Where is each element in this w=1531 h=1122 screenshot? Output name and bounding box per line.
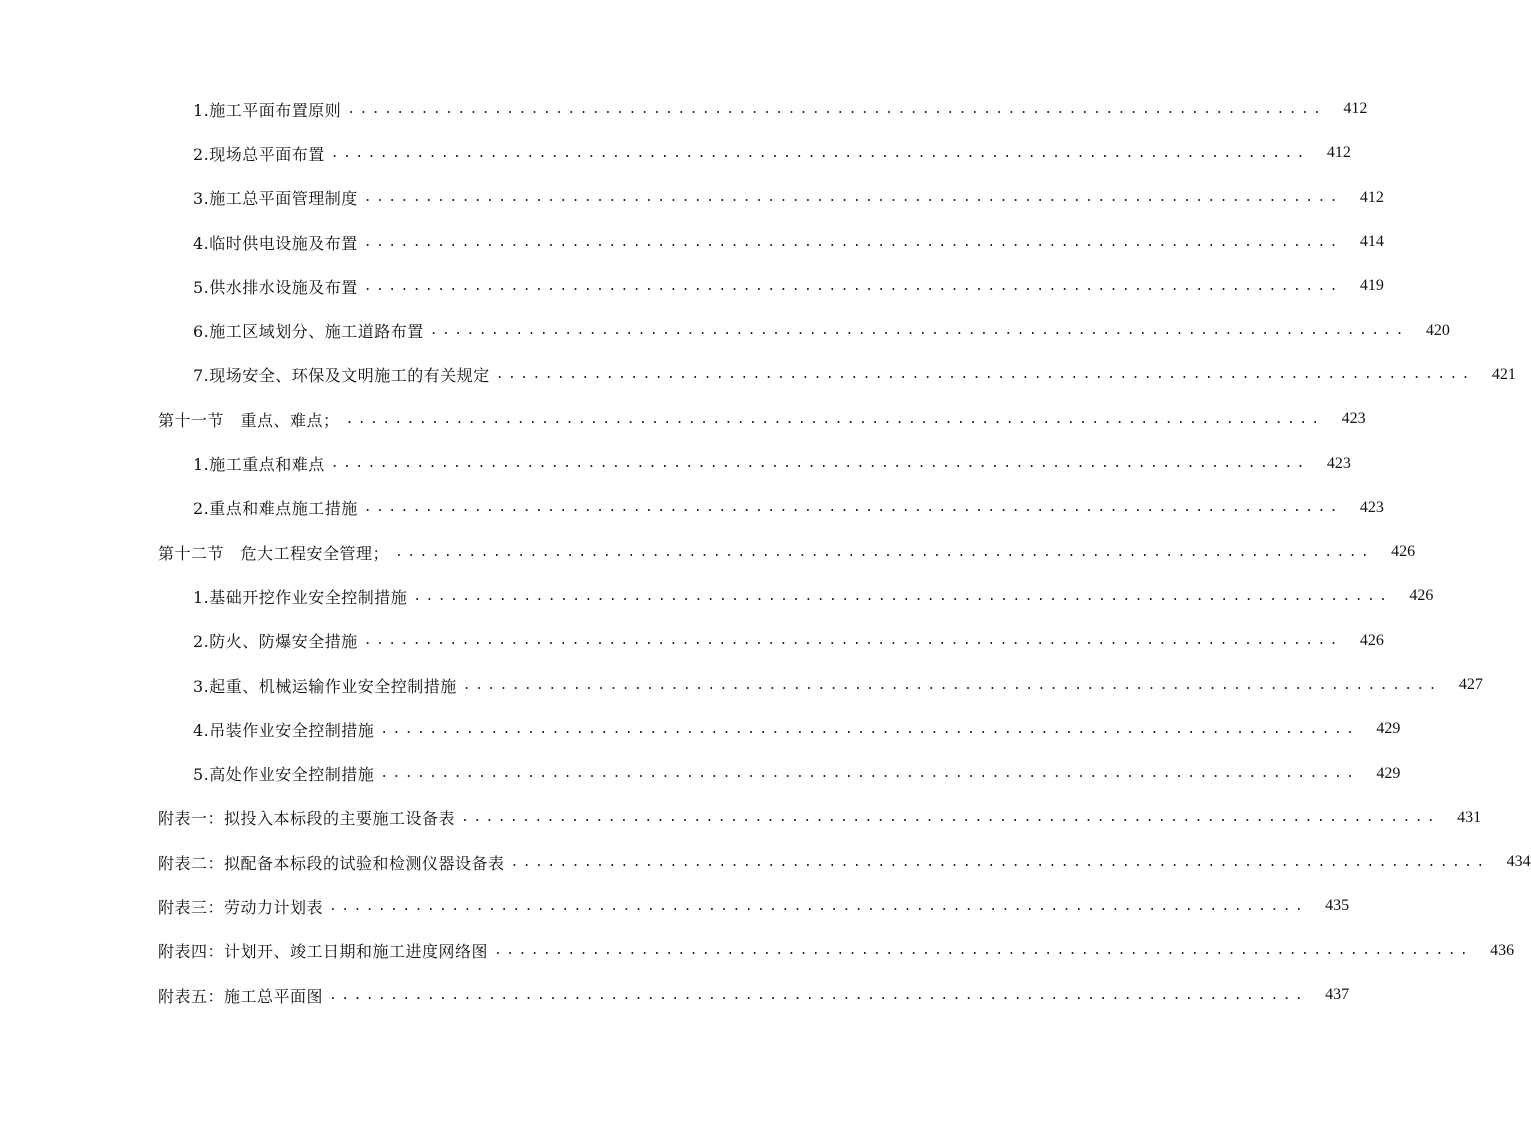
toc-entry-page-number: 412: [1359, 188, 1384, 206]
toc-entry[interactable]: [0, 707, 1401, 751]
toc-entry[interactable]: [0, 663, 1483, 707]
toc-entry-page-number: 436: [1490, 941, 1515, 959]
toc-entry[interactable]: [0, 619, 1384, 663]
toc-entry-title: 1.施工平面布置原则: [193, 100, 342, 120]
toc-entry-title: 第十一节 重点、难点；: [158, 410, 340, 430]
toc-entry-title: 4.临时供电设施及布置: [193, 233, 358, 253]
toc-entry-page-number: 437: [1325, 986, 1350, 1004]
toc-entry[interactable]: [0, 973, 1350, 1017]
toc-entry-page-number: 426: [1409, 587, 1434, 605]
toc-entry[interactable]: [0, 220, 1384, 264]
toc-entry[interactable]: [0, 441, 1351, 485]
toc-entry-page-number: 431: [1457, 808, 1482, 826]
toc-entry-title: 1.基础开挖作业安全控制措施: [193, 587, 408, 607]
toc-entry-page-number: 427: [1458, 676, 1483, 693]
toc-entry-title: 5.高处作业安全控制措施: [193, 765, 375, 785]
toc-entry-title: 附表四：计划开、竣工日期和施工进度网络图: [158, 942, 489, 962]
toc-entry[interactable]: [0, 264, 1384, 308]
toc-entry[interactable]: [0, 87, 1368, 131]
toc-entry[interactable]: [0, 176, 1384, 220]
toc-entry-page-number: 419: [1359, 277, 1384, 295]
toc-entry-page-number: 426: [1359, 631, 1384, 649]
toc-entry-title: 4.吊装作业安全控制措施: [193, 720, 375, 740]
toc-entry-title: 2.重点和难点施工措施: [193, 499, 358, 519]
toc-entry-title: 3.施工总平面管理制度: [193, 189, 358, 209]
toc-entry[interactable]: [0, 131, 1351, 175]
toc-entry[interactable]: [0, 486, 1384, 530]
toc-entry-title: 2.现场总平面布置: [193, 144, 325, 164]
toc-entry-page-number: 434: [1506, 853, 1531, 871]
toc-entry-title: 1.施工重点和难点: [193, 455, 325, 475]
dot-leader: ................................................................................: [330, 145, 1309, 161]
toc-entry[interactable]: [0, 840, 1531, 884]
toc-entry[interactable]: [0, 308, 1450, 352]
toc-entry-title: 附表二：拟配备本标段的试验和检测仪器设备表: [158, 853, 505, 873]
toc-entry-page-number: 421: [1491, 365, 1516, 383]
toc-entry[interactable]: [0, 530, 1416, 574]
dot-leader: ................................................................................: [429, 323, 1408, 339]
dot-leader: ................................................................................: [363, 633, 1342, 649]
dot-leader: ................................................................................: [462, 677, 1441, 693]
toc-entry-page-number: 412: [1343, 100, 1368, 118]
dot-leader: ................................................................................: [380, 721, 1359, 737]
toc-entry-page-number: 429: [1376, 764, 1401, 782]
dot-leader: ................................................................................: [510, 854, 1489, 870]
toc-entry-page-number: 414: [1359, 233, 1384, 251]
dot-leader: ................................................................................: [363, 234, 1342, 250]
dot-leader: ................................................................................: [329, 987, 1308, 1003]
toc-entry-title: 附表一：拟投入本标段的主要施工设备表: [158, 809, 456, 829]
table-of-contents: [0, 87, 1531, 1017]
toc-entry-page-number: 423: [1341, 410, 1366, 428]
toc-entry-title: 附表三：劳动力计划表: [158, 897, 324, 917]
toc-entry-title: 6.施工区域划分、施工道路布置: [193, 322, 424, 342]
dot-leader: ................................................................................: [330, 456, 1309, 472]
toc-entry-page-number: 423: [1326, 454, 1351, 472]
toc-entry-title: 7.现场安全、环保及文明施工的有关规定: [193, 366, 490, 386]
toc-entry-title: 附表五：施工总平面图: [158, 986, 324, 1006]
toc-entry[interactable]: [0, 397, 1366, 441]
dot-leader: ................................................................................: [461, 810, 1440, 826]
toc-entry[interactable]: [0, 884, 1350, 928]
toc-entry-page-number: 423: [1359, 498, 1384, 516]
dot-leader: ................................................................................: [395, 544, 1374, 560]
toc-entry[interactable]: [0, 574, 1434, 618]
toc-entry[interactable]: [0, 353, 1516, 397]
dot-leader: ................................................................................: [413, 588, 1392, 604]
toc-entry[interactable]: [0, 751, 1401, 795]
dot-leader: ................................................................................: [363, 278, 1342, 294]
dot-leader: ................................................................................: [494, 943, 1473, 959]
dot-leader: ................................................................................: [363, 190, 1342, 206]
toc-entry[interactable]: [0, 796, 1482, 840]
toc-entry-title: 3.起重、机械运输作业安全控制措施: [193, 676, 457, 696]
toc-entry-page-number: 420: [1425, 321, 1450, 339]
dot-leader: ................................................................................: [345, 411, 1324, 427]
toc-entry-title: 第十二节 危大工程安全管理；: [158, 543, 390, 563]
dot-leader: ................................................................................: [380, 766, 1359, 782]
dot-leader: ................................................................................: [347, 101, 1326, 117]
dot-leader: ................................................................................: [363, 500, 1342, 516]
toc-entry-page-number: 426: [1391, 543, 1416, 561]
toc-entry-page-number: 412: [1326, 144, 1351, 162]
toc-entry-title: 2.防火、防爆安全措施: [193, 632, 358, 652]
toc-entry-page-number: 429: [1376, 720, 1401, 738]
toc-entry-title: 5.供水排水设施及布置: [193, 277, 358, 297]
toc-entry-page-number: 435: [1325, 897, 1350, 915]
dot-leader: ................................................................................: [495, 367, 1474, 383]
toc-entry[interactable]: [0, 929, 1515, 973]
dot-leader: ................................................................................: [329, 898, 1308, 914]
